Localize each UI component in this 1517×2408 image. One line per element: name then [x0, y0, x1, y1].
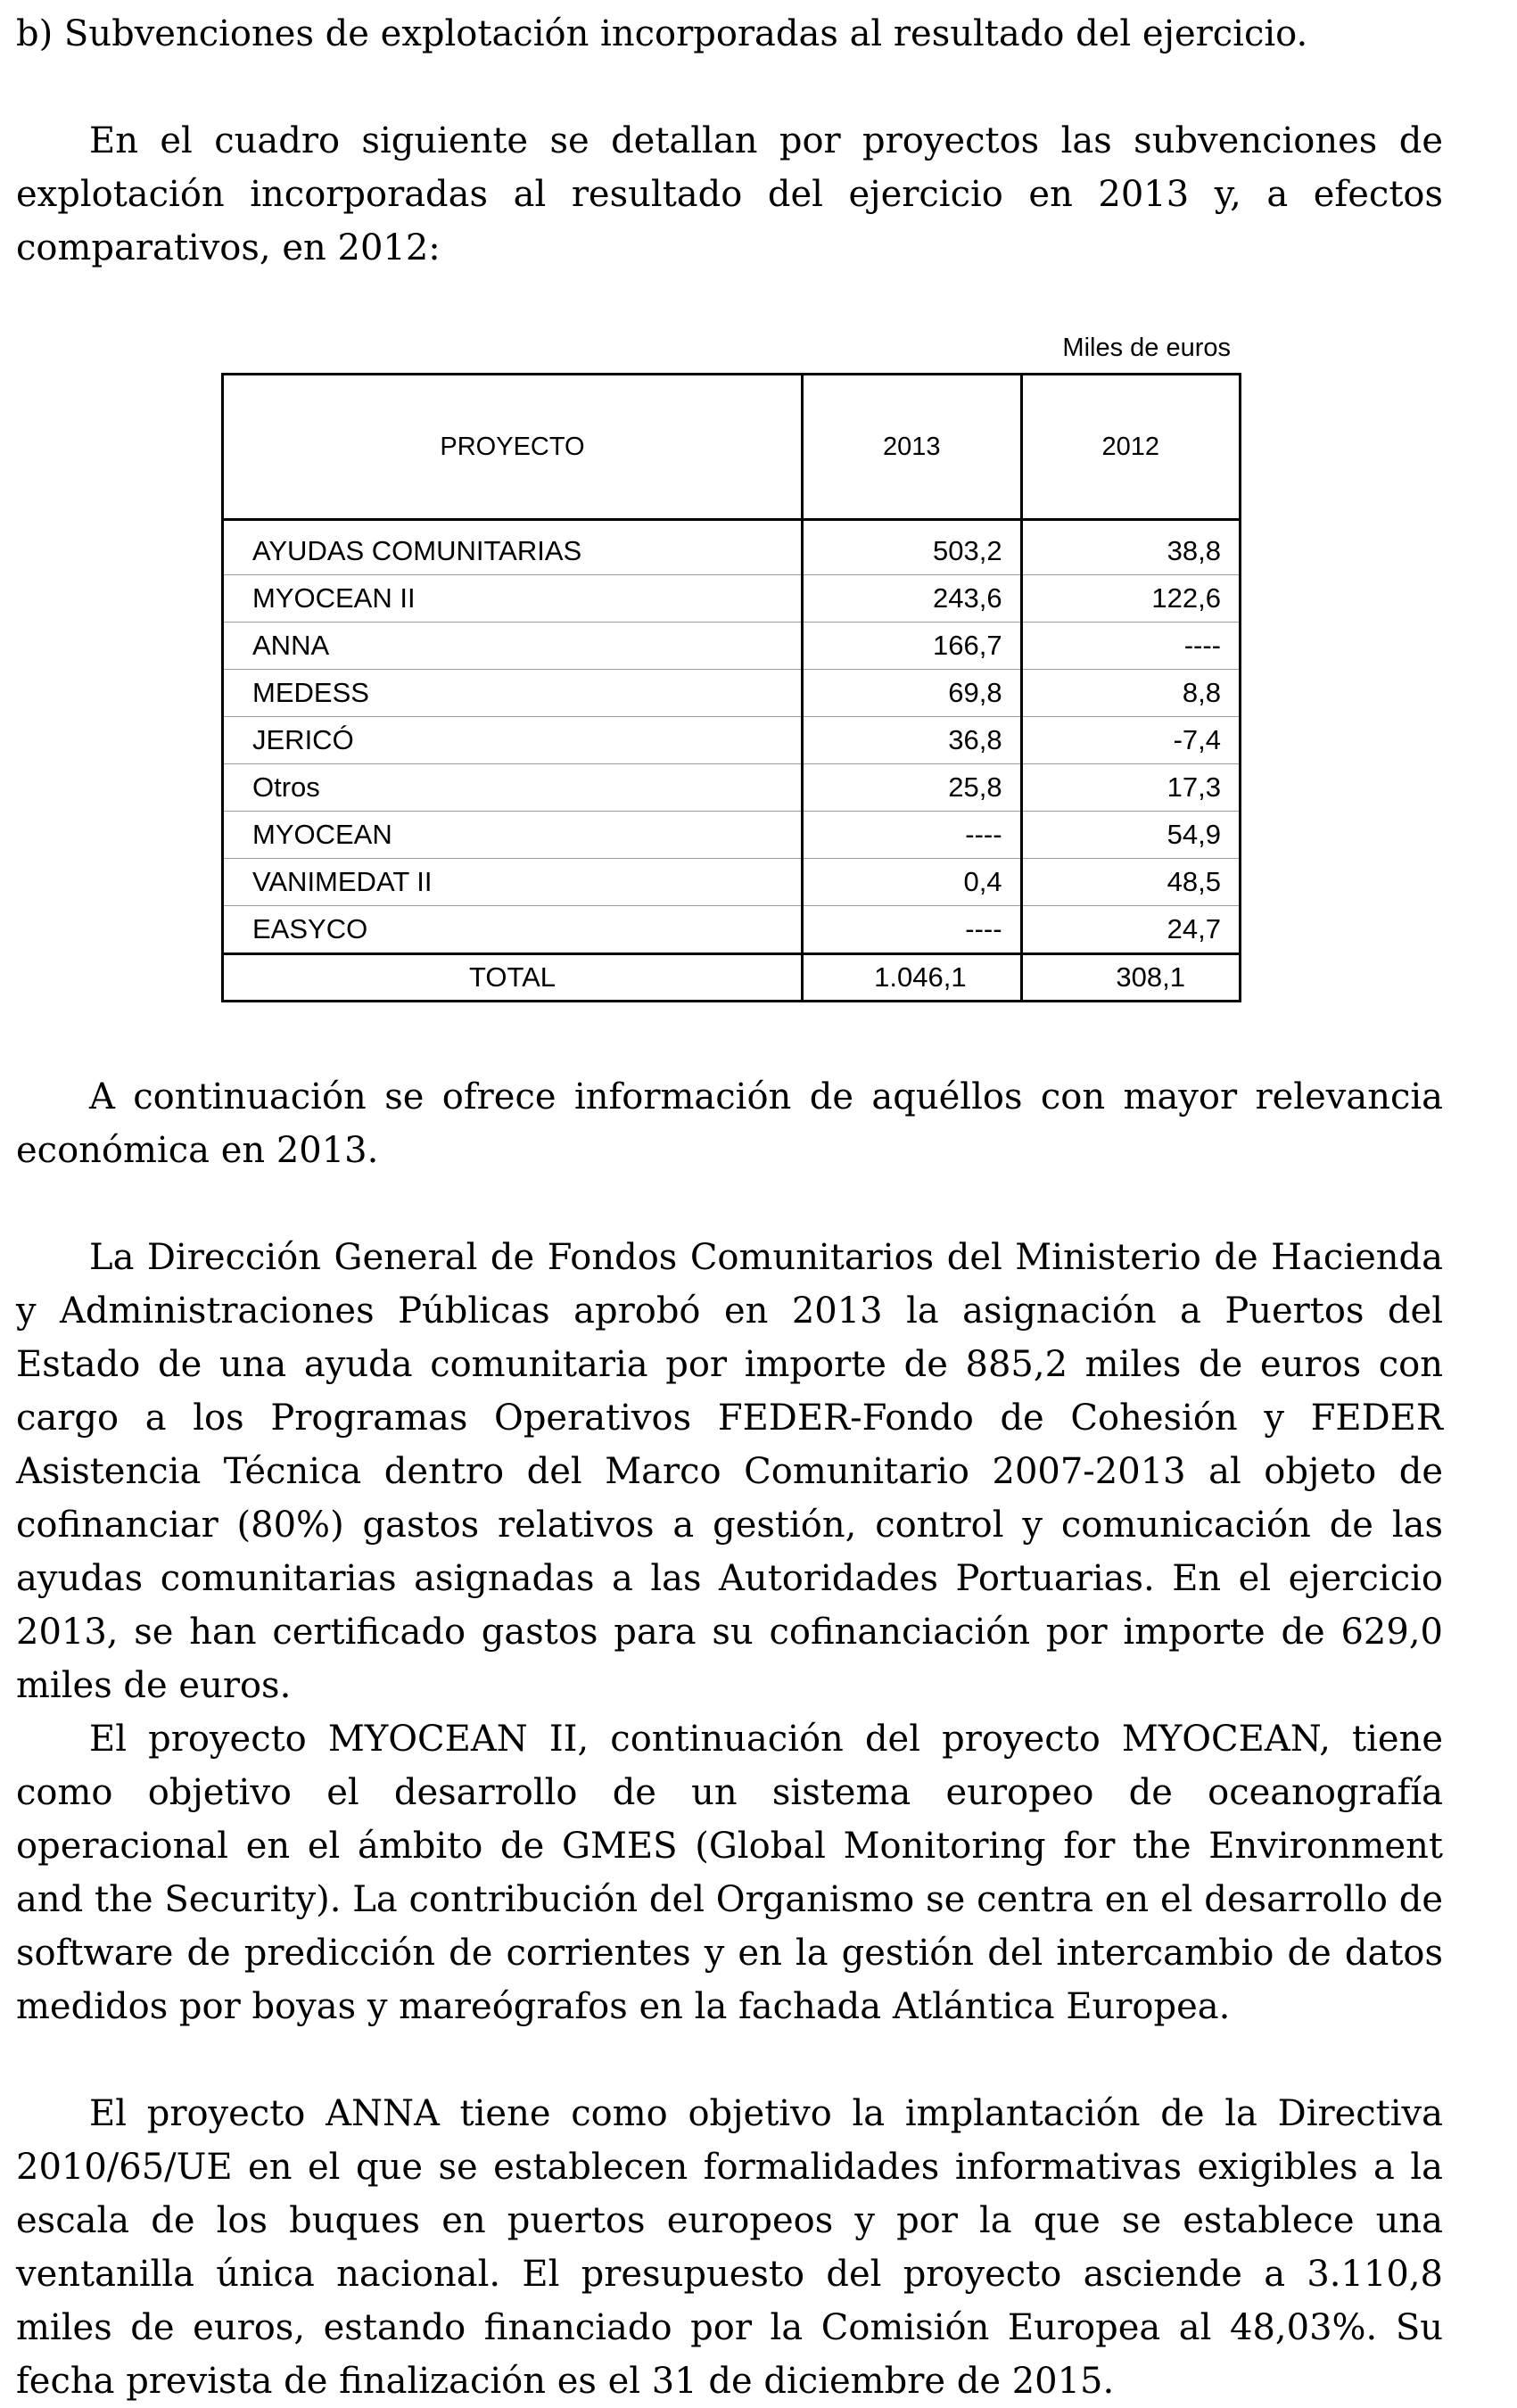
subsidies-table	[221, 373, 1241, 1002]
row-project-name: AYUDAS COMUNITARIAS	[223, 528, 803, 575]
row-value-2012: 54,9	[1021, 812, 1240, 859]
row-value-2013: 36,8	[803, 717, 1022, 764]
row-project-name: Otros	[223, 764, 803, 812]
table-header-row	[223, 375, 1241, 520]
row-value-2013: 0,4	[803, 859, 1022, 906]
header-proyecto: PROYECTO	[223, 375, 803, 520]
paragraph-anna: El proyecto ANNA tiene como objetivo la implantación de la Directiva 2010/65/UE en el que se establecen formalidades informativas exigibles a la escala de los buques en puertos europeos y por la que se establece una ventanilla única nacional. El presupuesto del proyecto asciende a 3.110,8 miles de euros, estando financiado por la Comisión Europea al 48,03%. Su fecha prevista de finalización es el 31 de diciembre de 2015.	[16, 2093, 1443, 2402]
table-row	[223, 670, 1241, 717]
row-value-2013: 25,8	[803, 764, 1022, 812]
row-value-2013: 69,8	[803, 670, 1022, 717]
row-value-2013: ----	[803, 906, 1022, 954]
header-2012: 2012	[1021, 375, 1240, 520]
row-project-name: VANIMEDAT II	[223, 859, 803, 906]
row-project-name: MYOCEAN	[223, 812, 803, 859]
table-units-note: Miles de euros	[1062, 334, 1231, 362]
table-row	[223, 623, 1241, 670]
table-row	[223, 812, 1241, 859]
row-value-2012: -7,4	[1021, 717, 1240, 764]
row-value-2012: 38,8	[1021, 528, 1240, 575]
row-value-2012: 24,7	[1021, 906, 1240, 954]
row-value-2012: 8,8	[1021, 670, 1240, 717]
row-project-name: MYOCEAN II	[223, 575, 803, 623]
table-row	[223, 528, 1241, 575]
row-value-2013: 166,7	[803, 623, 1022, 670]
row-value-2013: 243,6	[803, 575, 1022, 623]
row-value-2012: 122,6	[1021, 575, 1240, 623]
table-row	[223, 859, 1241, 906]
row-value-2012: 17,3	[1021, 764, 1240, 812]
paragraph-myocean-ii: El proyecto MYOCEAN II, continuación del proyecto MYOCEAN, tiene como objetivo el desarrollo de un sistema europeo de oceanografía operacional en el ámbito de GMES (Global Monitoring for the Environment and the Security). La contribución del Organismo se centra en el desarrollo de software de predicción de corrientes y en la gestión del intercambio de datos medidos por boyas y mareógrafos en la fachada Atlántica Europea.	[16, 1719, 1443, 2027]
intro-paragraph: En el cuadro siguiente se detallan por proyectos las subvenciones de explotación incorporadas al resultado del ejercicio en 2013 y, a efectos comparativos, en 2012:	[16, 120, 1443, 268]
section-heading: b) Subvenciones de explotación incorporadas al resultado del ejercicio.	[16, 13, 1308, 54]
paragraph-relevance: A continuación se ofrece información de aquéllos con mayor relevancia económica en 2013.	[16, 1076, 1443, 1171]
row-value-2013: ----	[803, 812, 1022, 859]
row-project-name: EASYCO	[223, 906, 803, 954]
table-row	[223, 906, 1241, 954]
table-row	[223, 575, 1241, 623]
paragraph-ayudas-comunitarias: La Dirección General de Fondos Comunitarios del Ministerio de Hacienda y Administraciones Públicas aprobó en 2013 la asignación a Puertos del Estado de una ayuda comunitaria por importe de 885,2 miles de euros con cargo a los Programas Operativos FEDER-Fondo de Cohesión y FEDER Asistencia Técnica dentro del Marco Comunitario 2007-2013 al objeto de cofinanciar (80%) gastos relativos a gestión, control y comunicación de las ayudas comunitarias asignadas a las Autoridades Portuarias. En el ejercicio 2013, se han certificado gastos para su cofinanciación por importe de 629,0 miles de euros.	[16, 1237, 1443, 1706]
total-2012: 308,1	[1021, 954, 1240, 1002]
table-body	[223, 528, 1241, 954]
row-value-2013: 503,2	[803, 528, 1022, 575]
row-project-name: ANNA	[223, 623, 803, 670]
table-row	[223, 764, 1241, 812]
total-label: TOTAL	[223, 954, 803, 1002]
table-total-row	[223, 954, 1241, 1002]
header-2013: 2013	[803, 375, 1022, 520]
table-row	[223, 717, 1241, 764]
total-2013: 1.046,1	[803, 954, 1022, 1002]
row-project-name: JERICÓ	[223, 717, 803, 764]
row-value-2012: 48,5	[1021, 859, 1240, 906]
row-project-name: MEDESS	[223, 670, 803, 717]
row-value-2012: ----	[1021, 623, 1240, 670]
